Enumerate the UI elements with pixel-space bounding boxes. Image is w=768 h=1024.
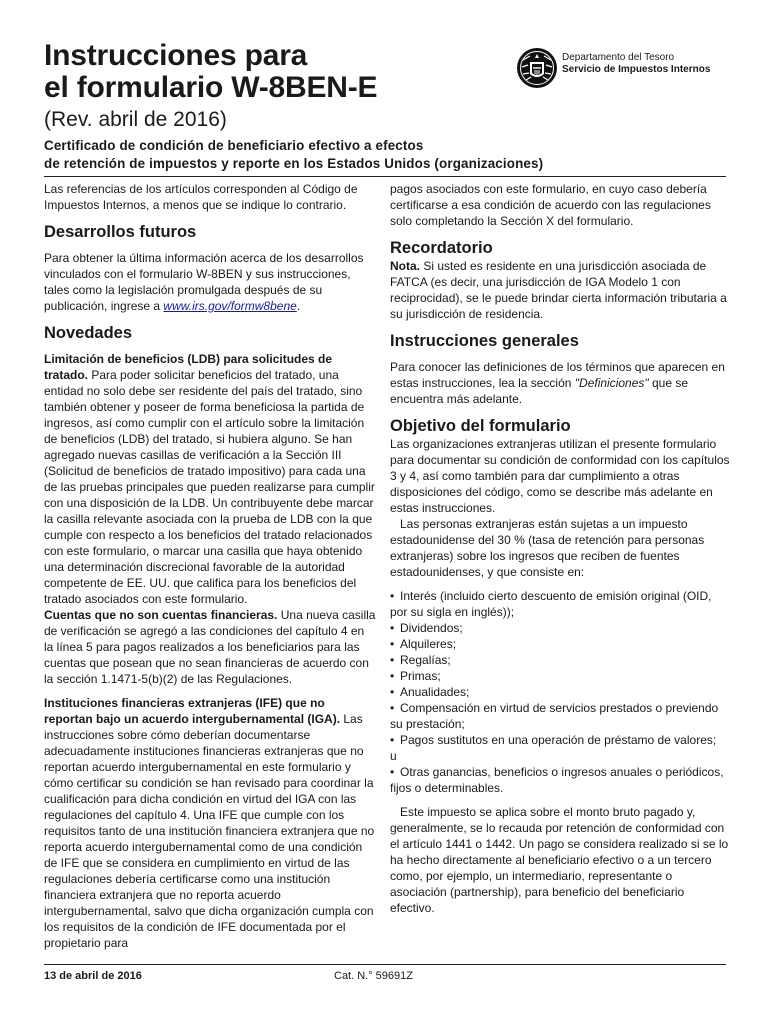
footer-divider [44, 964, 726, 965]
list-item: • Compensación en virtud de servicios prestados o previendo su prestación; [390, 700, 730, 732]
ffi-title: Instituciones financieras extranjeras (IFE) que no reportan bajo un acuerdo intergubernamental (IGA). [44, 696, 341, 726]
lob-paragraph [44, 351, 376, 607]
footer-date: 13 de abril de 2016 [44, 970, 142, 982]
heading-reminder: Recordatorio [390, 239, 493, 257]
document-title [44, 40, 377, 104]
document-subtitle [44, 137, 543, 173]
title-line-2: el formulario W-8BEN-E [44, 71, 378, 104]
footer-catalog-number: Cat. N.° 59691Z [334, 970, 413, 982]
list-item: • Otras ganancias, beneficios o ingresos anuales o periódicos, fijos o determinables. [390, 764, 730, 796]
subtitle-line-1: Certificado de condición de beneficiario efectivo a efectos [44, 138, 424, 153]
list-item: • Regalías; [390, 652, 730, 668]
ffi-text: Las instrucciones sobre cómo deberían documentarse adecuadamente instituciones financieras extranjeras que no reportan acuerdo intergubernamental en este formulario y cómo certificar su condición se han revisado para coordinar la cualificación para dicha condición en virtud del IGA con las regulaciones del capítulo 4. Una IFE que cumple con los requisitos tanto de una institución financiera extranjera que no reporta acuerdo intergubernamental como de una condición de IFE que se considera en cumplimiento en virtud de las regulaciones debería certificarse como una institución financiera extranjera que no reporta acuerdo intergubernamental, salvo que dicha organización cumpla con los requisitos de la condición de IFE documentada por el propietario para [44, 712, 375, 950]
agency-department: Departamento del Tesoro [562, 52, 675, 63]
definitions-reference: "Definiciones" [574, 376, 649, 390]
general-paragraph [390, 359, 730, 407]
left-column [44, 181, 376, 951]
income-types-list-last [390, 764, 730, 796]
heading-whats-new: Novedades [44, 324, 133, 342]
purpose-paragraph-1: Las organizaciones extranjeras utilizan el presente formulario para documentar su condición de conformidad con los capítulos 3 y 4, así como también para dar cumplimiento a otras disposiciones del código, como se describe más adelante en estas instrucciones. [390, 437, 730, 515]
general-text-1: Para conocer las definiciones de los términos que aparecen en estas instrucciones, lea la sección [390, 360, 725, 390]
list-item: • Pagos sustitutos en una operación de préstamo de valores; [390, 732, 730, 748]
purpose-paragraph-2: Las personas extranjeras están sujetas a un impuesto estadounidense del 30 % (tasa de retención para personas extranjeras) sobre los ingresos que reciben de fuentes estadounidenses, y que consiste en: [390, 517, 705, 579]
continued-paragraph: pagos asociados con este formulario, en cuyo caso debería certificarse a esa condición de acuerdo con las regulaciones solo completando la Sección X del formulario. [390, 182, 711, 228]
or-conjunction: u [390, 749, 397, 763]
intro-paragraph: Las referencias de los artículos corresponden al Código de Impuestos Internos, a menos que se indique lo contrario. [44, 182, 358, 212]
nonfinancial-title: Cuentas que no son cuentas financieras. [44, 608, 278, 622]
title-line-1: Instrucciones para [44, 39, 308, 72]
purpose-paragraph-3: Este impuesto se aplica sobre el monto bruto pagado y, generalmente, se lo recauda por retención de conformidad con el artículo 1441 o 1442. Un pago se considera realizado si se lo ha hecho directamente al beneficiario efectivo o a un tercero como, por ejemplo, un intermediario, representante o asociación (partnership), para beneficio del beneficiario efectivo. [390, 805, 729, 915]
general-text-2: que se encuentra más adelante. [390, 376, 689, 406]
future-developments-paragraph [44, 250, 376, 314]
list-item: • Anualidades; [390, 684, 730, 700]
list-item: • Primas; [390, 668, 730, 684]
heading-purpose-of-form: Objetivo del formulario [390, 417, 571, 435]
future-end: . [296, 299, 301, 313]
irs-link[interactable]: www.irs.gov/formw8bene [163, 299, 297, 313]
heading-future-developments: Desarrollos futuros [44, 223, 197, 241]
income-types-list [390, 588, 730, 748]
revision-date: (Rev. abril de 2016) [44, 108, 227, 131]
list-item: • Alquileres; [390, 636, 730, 652]
right-column [390, 181, 730, 916]
note-text: Si usted es residente en una jurisdicción asociada de FATCA (es decir, una jurisdicción de IGA Modelo 1 con reciprocidad), se le puede brindar cierta información tributaria a su jurisdicción de residencia. [390, 259, 727, 321]
future-text: Para obtener la última información acerca de los desarrollos vinculados con el formulario W-8BEN y sus instrucciones, tales como la legislación promulgada después de su publicación, ingrese a [44, 251, 364, 313]
treasury-seal-icon [516, 47, 558, 89]
ffi-paragraph [44, 695, 376, 951]
subtitle-line-2: de retención de impuestos y reporte en los Estados Unidos (organizaciones) [44, 156, 544, 171]
note-paragraph [390, 258, 730, 322]
lob-title: Limitación de beneficios (LDB) para solicitudes de tratado. [44, 352, 333, 382]
list-item: • Interés (incluido cierto descuento de emisión original (OID, por su sigla en inglés)); [390, 588, 730, 620]
lob-text: Para poder solicitar beneficios del tratado, una entidad no solo debe ser residente del país del tratado, sino también obtener y poseer de forma beneficiosa la partida de ingresos, así como cumplir con el artículo sobre la limitación de beneficios (LDB) del tratado, si hubiera alguno. Se han agregado nuevas casillas de verificación a la Sección III (Solicitud de beneficios de tratado impositivo) para cada una de las pruebas principales que pueden realizarse para cumplir con una disposición de la LDB. Un contribuyente debe marcar la casilla relevante asociada con la prueba de LDB con la que cumple con respecto a los beneficios del tratado relacionados con este formulario, o marcar una casilla que haya obtenido una determinación discrecional favorable de la autoridad competente de EE. UU. que califica para los beneficios del tratado asociados con este formulario. [44, 368, 375, 606]
header-divider [44, 176, 726, 177]
agency-service: Servicio de Impuestos Internos [562, 64, 711, 75]
nonfinancial-paragraph [44, 607, 376, 687]
heading-general-instructions: Instrucciones generales [390, 332, 579, 350]
nonfinancial-text: Una nueva casilla de verificación se agregó a las condiciones del capítulo 4 en la línea 5 para pagos realizados a los beneficiarios para las cuentas que posean que no sean financieras de acuerdo con la sección 1.1471-5(b)(2) de las Regulaciones. [44, 608, 376, 686]
note-label: Nota. [390, 259, 420, 273]
list-item: • Dividendos; [390, 620, 730, 636]
